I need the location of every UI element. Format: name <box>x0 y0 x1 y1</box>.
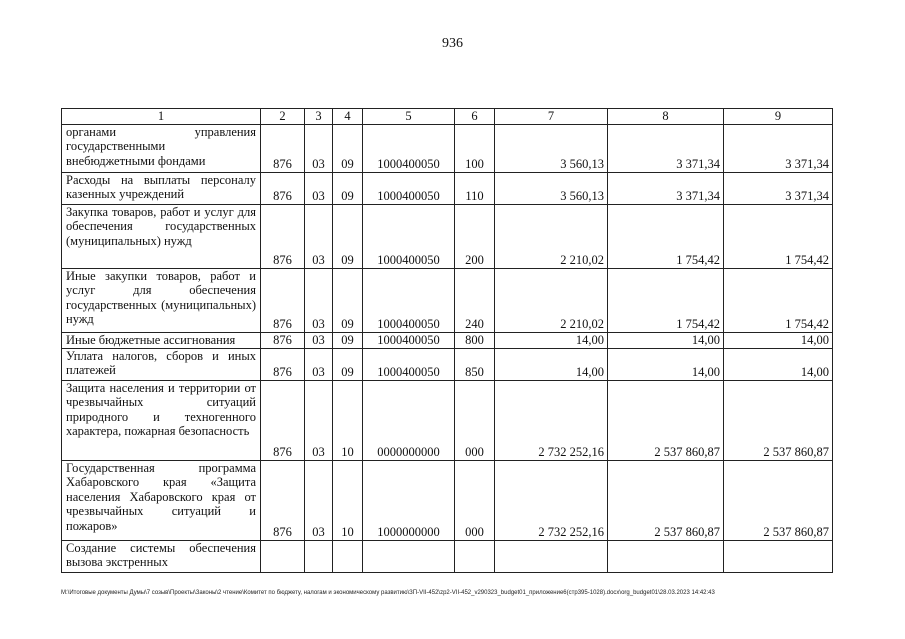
column-header: 4 <box>333 109 363 125</box>
cell-amount-7: 3 560,13 <box>495 124 608 172</box>
cell-expense-type: 800 <box>455 332 495 348</box>
cell-expense-type: 000 <box>455 460 495 540</box>
cell-section: 03 <box>305 268 333 332</box>
cell-amount-8: 14,00 <box>608 332 724 348</box>
cell-amount-8 <box>608 540 724 572</box>
cell-amount-7: 14,00 <box>495 332 608 348</box>
cell-grbs: 876 <box>261 268 305 332</box>
column-header: 3 <box>305 109 333 125</box>
row-name: Иные бюджетные ассигнования <box>62 332 261 348</box>
cell-grbs <box>261 540 305 572</box>
cell-amount-7: 2 210,02 <box>495 268 608 332</box>
cell-amount-9: 1 754,42 <box>724 268 833 332</box>
cell-amount-9: 3 371,34 <box>724 172 833 204</box>
page-number: 936 <box>442 36 463 51</box>
cell-amount-7: 2 210,02 <box>495 204 608 268</box>
cell-amount-8: 3 371,34 <box>608 172 724 204</box>
row-name: Государственная программа Хабаровского края «Защита населения Хабаровского края от чрезвычайных ситуаций и пожаров» <box>62 460 261 540</box>
column-header: 1 <box>62 109 261 125</box>
cell-amount-9: 2 537 860,87 <box>724 460 833 540</box>
cell-grbs: 876 <box>261 332 305 348</box>
table-row <box>62 380 833 460</box>
column-header: 9 <box>724 109 833 125</box>
row-name: Расходы на выплаты персоналу казенных учреждений <box>62 172 261 204</box>
cell-amount-7: 2 732 252,16 <box>495 380 608 460</box>
cell-grbs: 876 <box>261 204 305 268</box>
cell-amount-7: 14,00 <box>495 348 608 380</box>
row-name: Создание системы обеспечения вызова экстренных <box>62 540 261 572</box>
table-row <box>62 268 833 332</box>
cell-subsection: 09 <box>333 348 363 380</box>
column-header: 8 <box>608 109 724 125</box>
cell-target-article: 1000400050 <box>363 124 455 172</box>
cell-amount-9: 2 537 860,87 <box>724 380 833 460</box>
table-row <box>62 204 833 268</box>
table-row <box>62 124 833 172</box>
cell-amount-8: 2 537 860,87 <box>608 380 724 460</box>
cell-amount-9: 3 371,34 <box>724 124 833 172</box>
cell-amount-9 <box>724 540 833 572</box>
cell-subsection: 09 <box>333 172 363 204</box>
cell-expense-type: 100 <box>455 124 495 172</box>
cell-section: 03 <box>305 380 333 460</box>
cell-expense-type: 200 <box>455 204 495 268</box>
cell-grbs: 876 <box>261 460 305 540</box>
column-header: 2 <box>261 109 305 125</box>
cell-amount-9: 14,00 <box>724 348 833 380</box>
cell-section: 03 <box>305 348 333 380</box>
table-header-row <box>62 109 833 125</box>
cell-expense-type: 110 <box>455 172 495 204</box>
row-name: Закупка товаров, работ и услуг для обеспечения государственных (муниципальных) нужд <box>62 204 261 268</box>
table-row <box>62 172 833 204</box>
column-header: 5 <box>363 109 455 125</box>
cell-amount-7: 2 732 252,16 <box>495 460 608 540</box>
column-header: 7 <box>495 109 608 125</box>
cell-amount-8: 3 371,34 <box>608 124 724 172</box>
cell-expense-type <box>455 540 495 572</box>
cell-subsection: 09 <box>333 124 363 172</box>
cell-amount-7: 3 560,13 <box>495 172 608 204</box>
cell-expense-type: 850 <box>455 348 495 380</box>
cell-subsection: 10 <box>333 460 363 540</box>
cell-target-article <box>363 540 455 572</box>
cell-section: 03 <box>305 460 333 540</box>
cell-expense-type: 240 <box>455 268 495 332</box>
cell-section: 03 <box>305 332 333 348</box>
row-name: Иные закупки товаров, работ и услуг для обеспечения государственных (муниципальных) нужд <box>62 268 261 332</box>
cell-grbs: 876 <box>261 124 305 172</box>
cell-grbs: 876 <box>261 348 305 380</box>
row-name: Уплата налогов, сборов и иных платежей <box>62 348 261 380</box>
cell-grbs: 876 <box>261 380 305 460</box>
cell-amount-9: 14,00 <box>724 332 833 348</box>
cell-section <box>305 540 333 572</box>
cell-subsection <box>333 540 363 572</box>
row-name: органами управления государственными внебюджетными фондами <box>62 124 261 172</box>
cell-section: 03 <box>305 172 333 204</box>
cell-amount-8: 1 754,42 <box>608 204 724 268</box>
table-row <box>62 348 833 380</box>
cell-target-article: 1000400050 <box>363 172 455 204</box>
cell-expense-type: 000 <box>455 380 495 460</box>
column-header: 6 <box>455 109 495 125</box>
cell-grbs: 876 <box>261 172 305 204</box>
cell-amount-9: 1 754,42 <box>724 204 833 268</box>
cell-section: 03 <box>305 204 333 268</box>
cell-target-article: 1000000000 <box>363 460 455 540</box>
table-row <box>62 332 833 348</box>
cell-subsection: 09 <box>333 332 363 348</box>
cell-target-article: 0000000000 <box>363 380 455 460</box>
document-path-footer: М:\Итоговые документы Думы\7 созыв\Проекты\Законы\2 чтение\Комитет по бюджету, налогам и экономическому развитию\ЗП-VII-452\zp2-VII-452_v290323_budget01_приложение6(стр395-1028).docx\org_budget01\28.03.2023 14:42:43 <box>61 590 715 596</box>
cell-amount-8: 1 754,42 <box>608 268 724 332</box>
cell-amount-7 <box>495 540 608 572</box>
cell-target-article: 1000400050 <box>363 348 455 380</box>
cell-section: 03 <box>305 124 333 172</box>
cell-subsection: 09 <box>333 268 363 332</box>
cell-target-article: 1000400050 <box>363 268 455 332</box>
cell-subsection: 09 <box>333 204 363 268</box>
table-row <box>62 460 833 540</box>
cell-amount-8: 2 537 860,87 <box>608 460 724 540</box>
cell-amount-8: 14,00 <box>608 348 724 380</box>
table-row <box>62 540 833 572</box>
budget-table <box>61 108 833 573</box>
cell-subsection: 10 <box>333 380 363 460</box>
cell-target-article: 1000400050 <box>363 204 455 268</box>
cell-target-article: 1000400050 <box>363 332 455 348</box>
row-name: Защита населения и территории от чрезвычайных ситуаций природного и техногенного характера, пожарная безопасность <box>62 380 261 460</box>
